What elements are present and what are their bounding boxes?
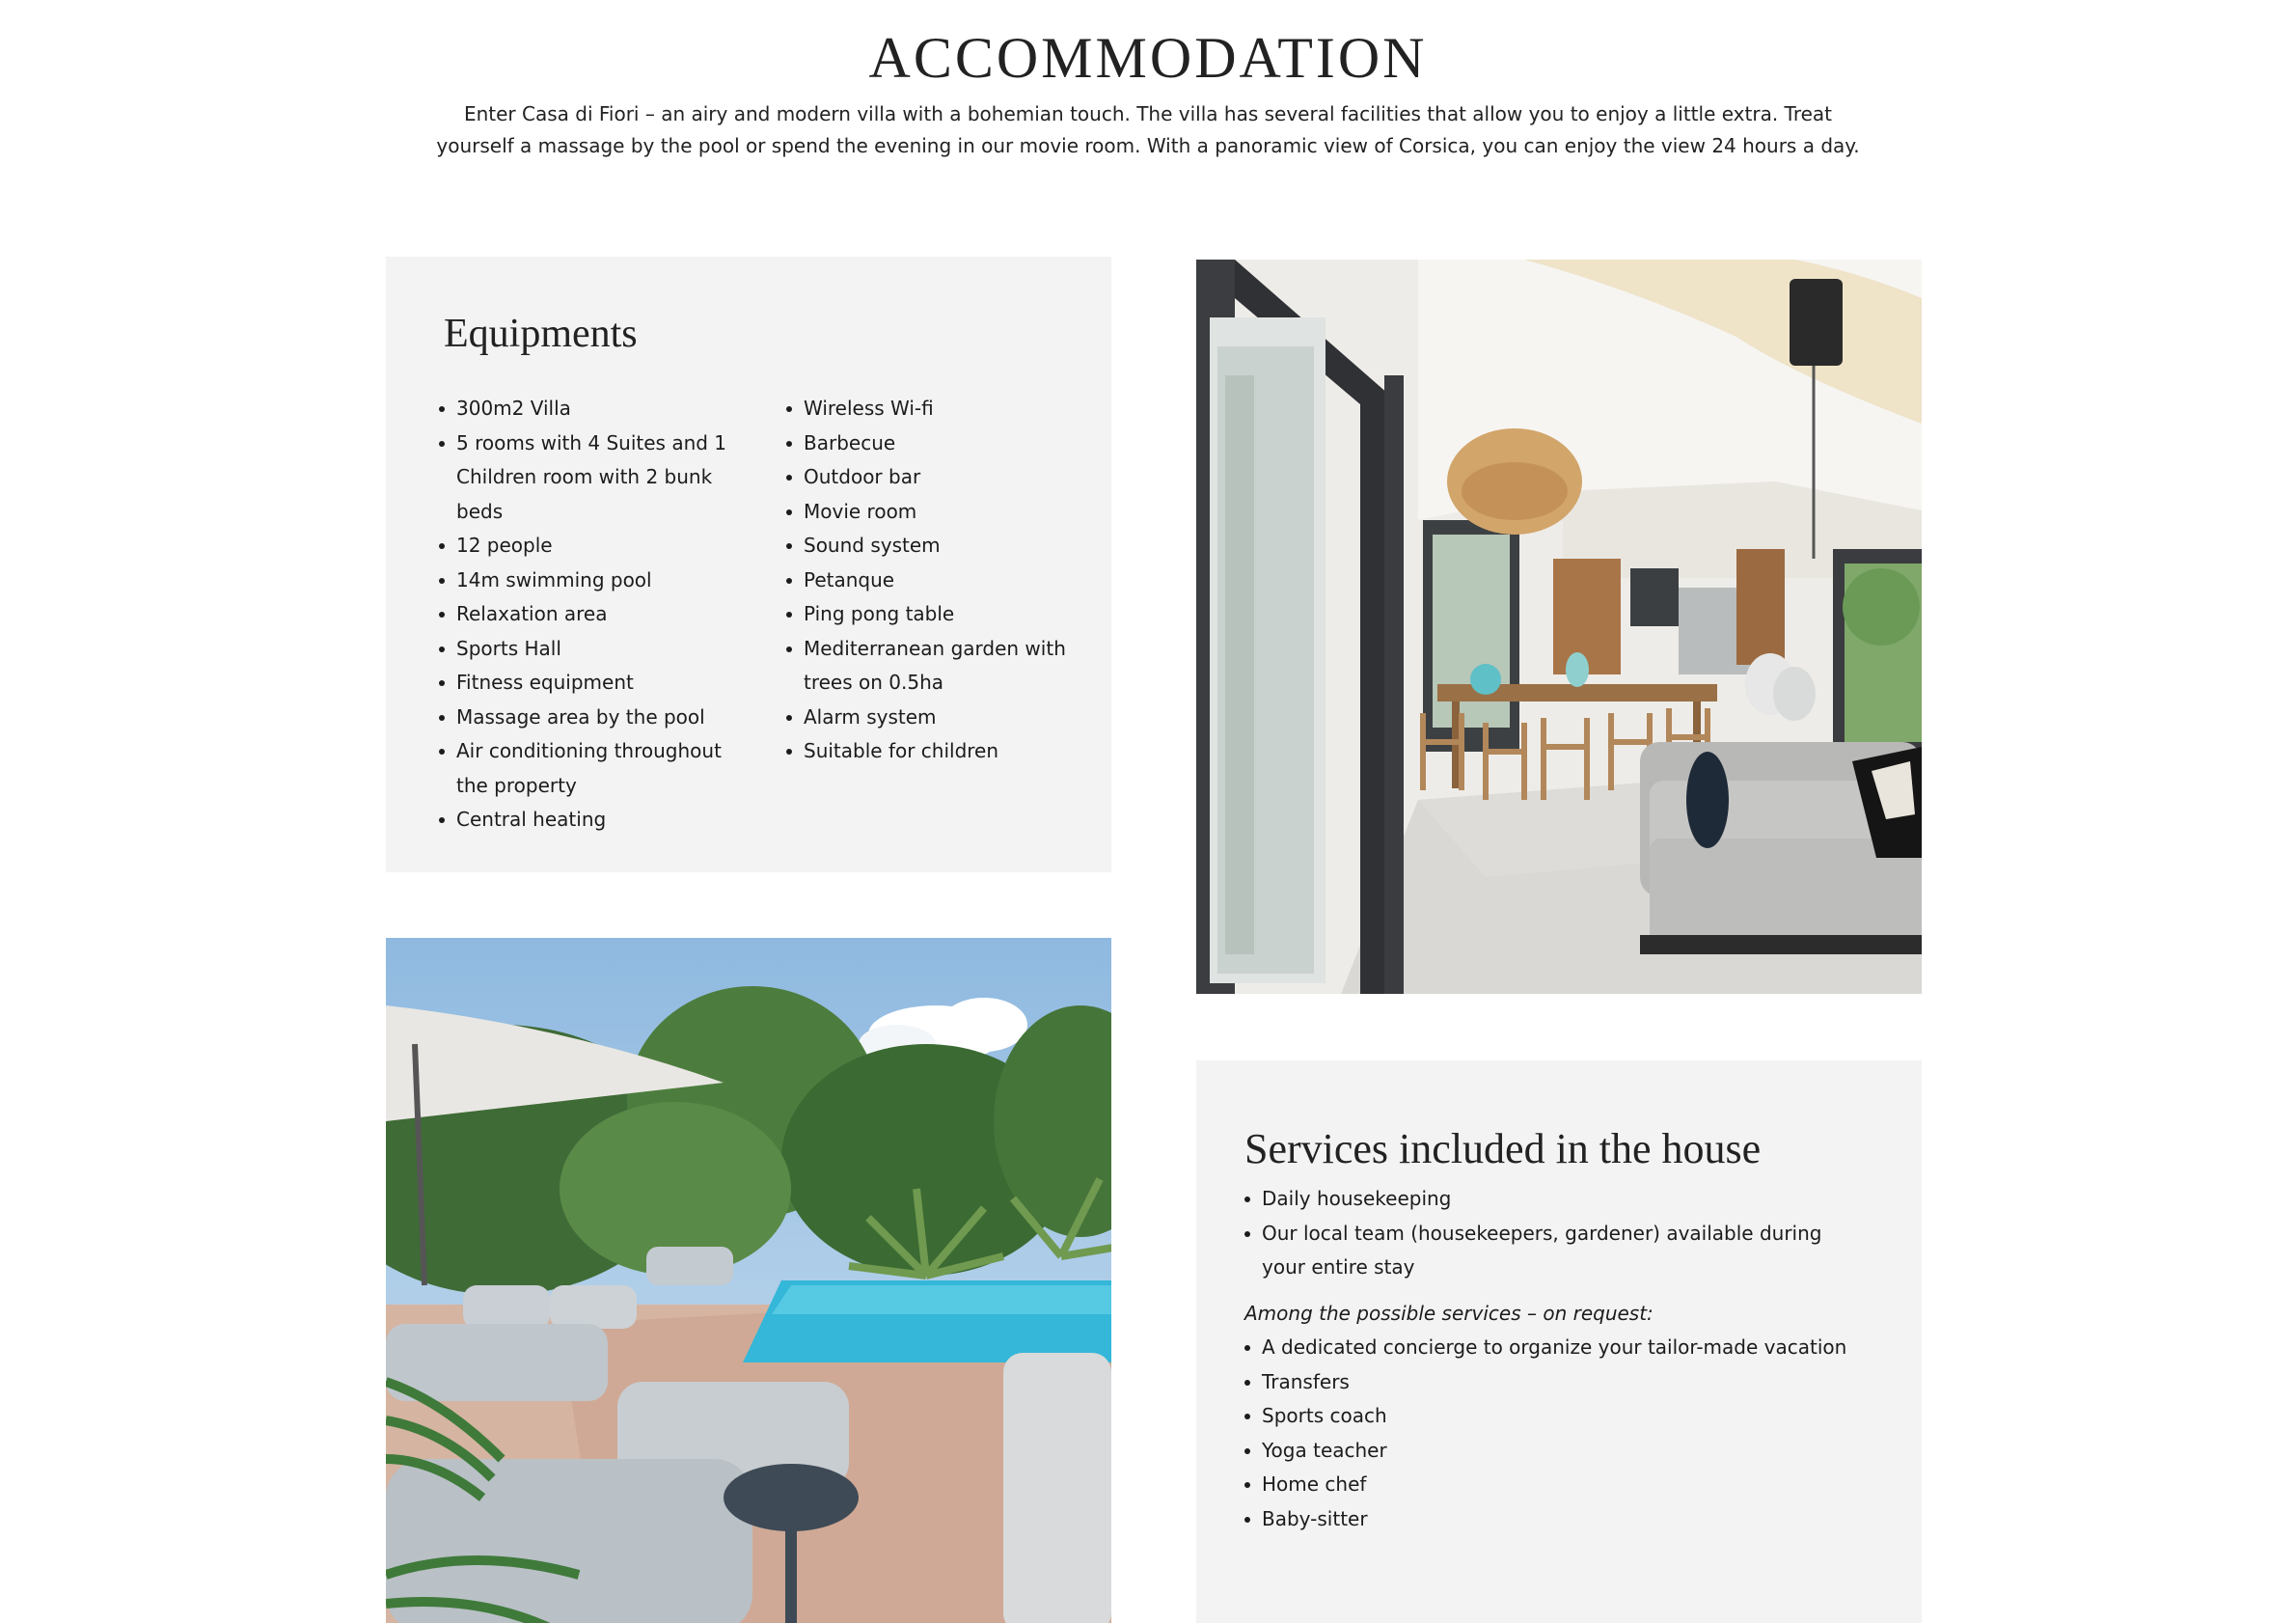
- list-item: Alarm system: [784, 701, 1074, 735]
- list-item: Massage area by the pool: [437, 701, 755, 735]
- included-services-list: [1243, 1182, 1860, 1285]
- equipments-heading: Equipments: [444, 312, 638, 356]
- equipments-list-column-2: [784, 392, 1074, 769]
- list-item: Fitness equipment: [437, 666, 755, 701]
- list-item: Our local team (housekeepers, gardener) available during your entire stay: [1243, 1217, 1860, 1285]
- list-item: Suitable for children: [784, 734, 1074, 769]
- list-item: 14m swimming pool: [437, 564, 755, 598]
- list-item: Wireless Wi-fi: [784, 392, 1074, 426]
- list-item: Air conditioning throughout the property: [437, 734, 755, 803]
- list-item: Sound system: [784, 529, 1074, 564]
- equipments-panel: [386, 257, 1111, 872]
- list-item: Baby-sitter: [1243, 1502, 1860, 1537]
- list-item: Yoga teacher: [1243, 1434, 1860, 1469]
- list-item: Transfers: [1243, 1365, 1860, 1400]
- list-item: Outdoor bar: [784, 460, 1074, 495]
- villa-pool-photo: [386, 938, 1111, 1623]
- list-item: Daily housekeeping: [1243, 1182, 1860, 1217]
- villa-interior-photo: [1196, 260, 1922, 994]
- list-item: Sports coach: [1243, 1399, 1860, 1434]
- list-item: 300m2 Villa: [437, 392, 755, 426]
- equipments-list-column-1: [437, 392, 755, 838]
- list-item: 12 people: [437, 529, 755, 564]
- services-panel: [1196, 1060, 1922, 1623]
- list-item: Mediterranean garden with trees on 0.5ha: [784, 632, 1074, 701]
- list-item: Central heating: [437, 803, 755, 838]
- list-item: Relaxation area: [437, 597, 755, 632]
- services-heading: Services included in the house: [1244, 1125, 1762, 1172]
- list-item: A dedicated concierge to organize your tailor-made vacation: [1243, 1331, 1860, 1365]
- on-request-label: Among the possible services – on request:: [1244, 1302, 1654, 1325]
- list-item: Ping pong table: [784, 597, 1074, 632]
- list-item: 5 rooms with 4 Suites and 1 Children room with 2 bunk beds: [437, 426, 755, 530]
- list-item: Petanque: [784, 564, 1074, 598]
- list-item: Home chef: [1243, 1468, 1860, 1502]
- list-item: Sports Hall: [437, 632, 755, 667]
- intro-paragraph: Enter Casa di Fiori – an airy and modern villa with a bohemian touch. The villa has several facilities that allow you to enjoy a little extra. Treat yourself a massage by the pool or spend the evening in our movie room. With a panoramic view of Corsica, you can enjoy the view 24 hours a day.: [436, 102, 1860, 157]
- list-item: Movie room: [784, 495, 1074, 530]
- list-item: Barbecue: [784, 426, 1074, 461]
- on-request-services-list: [1243, 1331, 1860, 1536]
- page-title: ACCOMMODATION: [868, 26, 1428, 90]
